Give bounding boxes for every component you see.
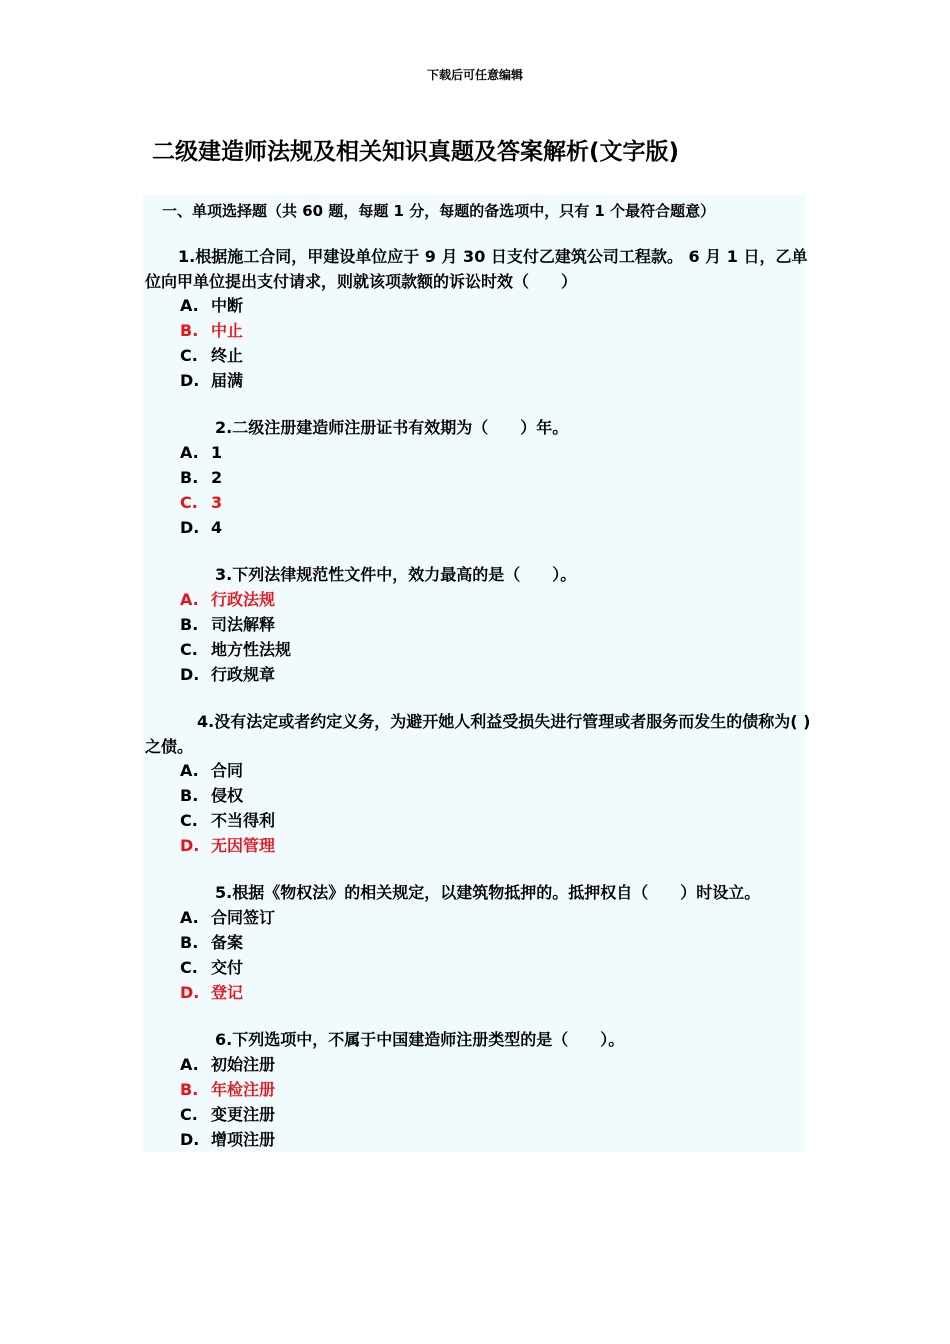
option-letter: D. (180, 371, 200, 390)
option-letter: D. (180, 518, 200, 537)
q2-option-d (180, 515, 222, 540)
option-text: 登记 (211, 983, 244, 1002)
option-text: 备案 (211, 933, 244, 952)
question-4-text: 4.没有法定或者约定义务，为避开她人利益受损失进行管理或者服务而发生的债称为( )之债。 (145, 712, 811, 756)
option-text: 中止 (211, 321, 244, 340)
option-letter: C. (180, 346, 198, 365)
question-3 (145, 562, 815, 587)
question-3-text: 3.下列法律规范性文件中，效力最高的是（ ）。 (215, 565, 577, 584)
q5-option-a (180, 905, 275, 930)
q5-option-d (180, 980, 243, 1005)
q4-option-a (180, 758, 243, 783)
question-2-text: 2.二级注册建造师注册证书有效期为（ ）年。 (215, 418, 569, 437)
option-text: 年检注册 (211, 1080, 276, 1099)
option-text: 4 (211, 518, 223, 537)
option-text: 终止 (211, 346, 244, 365)
option-text: 行政法规 (211, 590, 276, 609)
question-1-text: 1.根据施工合同，甲建设单位应于 9 月 30 日支付乙建筑公司工程款。 6 月 1 日，乙单位向甲单位提出支付请求，则就该项款额的诉讼时效（ ） (145, 247, 808, 291)
option-text: 变更注册 (211, 1105, 276, 1124)
option-letter: A. (180, 443, 199, 462)
option-text: 届满 (211, 371, 244, 390)
header-note: 下载后可任意编辑 (426, 68, 523, 82)
q1-option-a (180, 293, 243, 318)
q5-option-b (180, 930, 243, 955)
question-1 (145, 244, 815, 294)
q1-option-b (180, 318, 243, 343)
option-text: 地方性法规 (211, 640, 292, 659)
q3-option-c (180, 637, 291, 662)
q6-option-a (180, 1052, 275, 1077)
section-heading: 一、单项选择题（共 60 题，每题 1 分，每题的备选项中，只有 1 个最符合题意） (162, 202, 716, 220)
option-letter: B. (180, 321, 199, 340)
option-letter: D. (180, 1130, 200, 1149)
option-letter: B. (180, 933, 199, 952)
question-5 (145, 880, 815, 905)
option-text: 侵权 (211, 786, 244, 805)
option-letter: C. (180, 640, 198, 659)
q4-option-d (180, 833, 275, 858)
option-letter: B. (180, 468, 199, 487)
q6-option-c (180, 1102, 275, 1127)
question-2 (145, 415, 815, 440)
option-text: 1 (211, 443, 223, 462)
option-letter: A. (180, 590, 199, 609)
option-text: 交付 (211, 958, 244, 977)
q3-option-b (180, 612, 275, 637)
option-letter: D. (180, 983, 200, 1002)
option-letter: C. (180, 1105, 198, 1124)
q2-option-b (180, 465, 222, 490)
question-6 (145, 1027, 815, 1052)
option-text: 增项注册 (211, 1130, 276, 1149)
q5-option-c (180, 955, 243, 980)
option-text: 初始注册 (211, 1055, 276, 1074)
q4-option-c (180, 808, 275, 833)
option-letter: D. (180, 665, 200, 684)
q3-option-d (180, 662, 275, 687)
option-text: 中断 (211, 296, 244, 315)
option-letter: A. (180, 761, 199, 780)
document-title: 二级建造师法规及相关知识真题及答案解析(文字版) (152, 139, 680, 165)
option-text: 2 (211, 468, 223, 487)
option-text: 司法解释 (211, 615, 276, 634)
option-letter: B. (180, 1080, 199, 1099)
option-letter: B. (180, 615, 199, 634)
option-letter: C. (180, 493, 198, 512)
option-letter: B. (180, 786, 199, 805)
option-letter: A. (180, 1055, 199, 1074)
option-text: 3 (211, 493, 223, 512)
option-text: 合同 (211, 761, 244, 780)
option-text: 行政规章 (211, 665, 276, 684)
q3-option-a (180, 587, 275, 612)
q6-option-b (180, 1077, 275, 1102)
option-text: 合同签订 (211, 908, 276, 927)
option-text: 不当得利 (211, 811, 276, 830)
q2-option-a (180, 440, 222, 465)
option-text: 无因管理 (211, 836, 276, 855)
q2-option-c (180, 490, 222, 515)
q6-option-d (180, 1127, 275, 1152)
option-letter: C. (180, 811, 198, 830)
option-letter: A. (180, 908, 199, 927)
question-4 (145, 709, 815, 759)
option-letter: D. (180, 836, 200, 855)
question-5-text: 5.根据《物权法》的相关规定，以建筑物抵押的。抵押权自（ ）时设立。 (215, 883, 761, 902)
q4-option-b (180, 783, 243, 808)
option-letter: A. (180, 296, 199, 315)
option-letter: C. (180, 958, 198, 977)
question-6-text: 6.下列选项中，不属于中国建造师注册类型的是（ ）。 (215, 1030, 625, 1049)
q1-option-d (180, 368, 243, 393)
q1-option-c (180, 343, 243, 368)
